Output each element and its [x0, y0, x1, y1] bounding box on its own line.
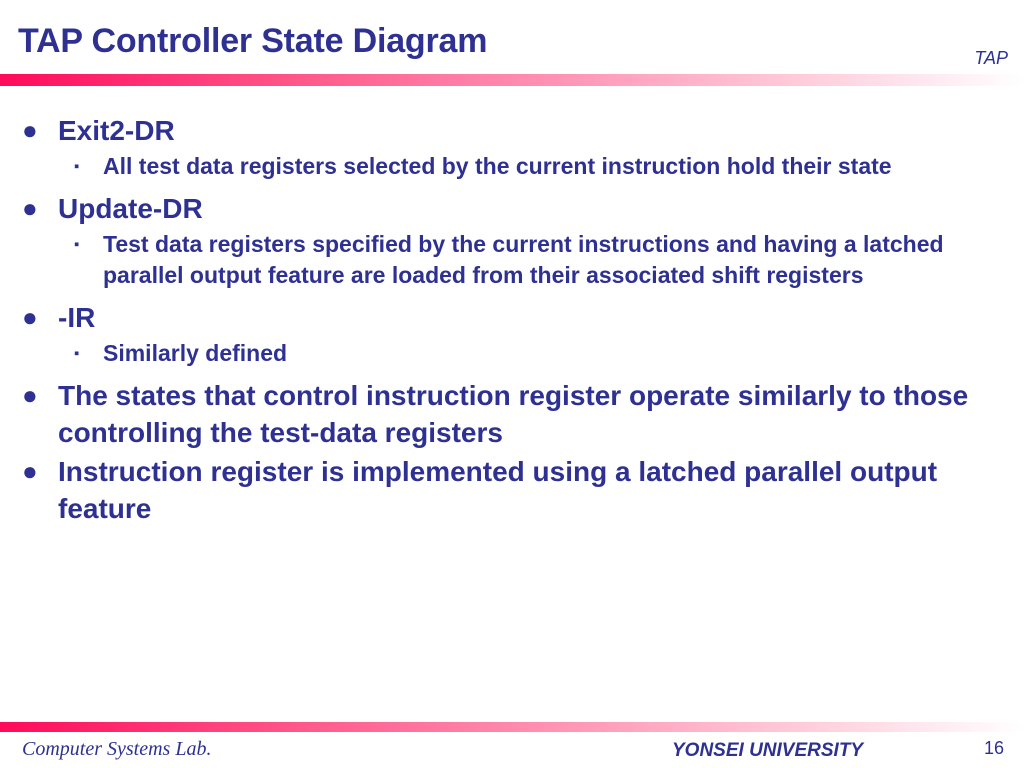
- square-bullet-icon: ▪: [74, 345, 80, 362]
- slide-title: TAP Controller State Diagram: [18, 22, 488, 60]
- bullet-text: -IR: [58, 302, 96, 333]
- sub-bullet-item: [0, 151, 1004, 182]
- bullet-dot-icon: ●: [22, 302, 38, 332]
- square-bullet-icon: ▪: [74, 158, 80, 175]
- bullet-item: [0, 299, 1004, 336]
- section-label: TAP: [974, 48, 1008, 68]
- bullet-dot-icon: ●: [22, 380, 38, 410]
- bullet-dot-icon: ●: [22, 115, 38, 145]
- square-bullet-icon: ▪: [74, 236, 80, 253]
- footer-university: YONSEI UNIVERSITY: [672, 740, 864, 761]
- sub-bullet-text: Test data registers specified by the current instructions and having a latched parallel output feature are loaded from their associated shift registers: [103, 231, 944, 288]
- bullet-text: Instruction register is implemented using a latched parallel output feature: [58, 456, 938, 524]
- header-divider-bar: [0, 74, 1024, 86]
- bullet-text: Exit2-DR: [58, 115, 175, 146]
- page-number: 16: [983, 738, 1004, 758]
- bullet-text: The states that control instruction register operate similarly to those controlling the test-data registers: [58, 380, 969, 448]
- sub-bullet-item: [0, 229, 1004, 291]
- sub-bullet-text: All test data registers selected by the current instruction hold their state: [103, 153, 892, 179]
- bullet-item: [0, 112, 1004, 149]
- sub-bullet-text: Similarly defined: [103, 340, 288, 366]
- bullet-dot-icon: ●: [22, 456, 38, 486]
- footer-divider-bar: [0, 722, 1024, 732]
- bullet-item: [0, 377, 1004, 451]
- bullet-dot-icon: ●: [22, 193, 38, 223]
- bullet-item: [0, 453, 1004, 527]
- bullet-list: [0, 112, 1024, 529]
- sub-bullet-item: [0, 338, 1004, 369]
- bullet-item: [0, 190, 1004, 227]
- bullet-text: Update-DR: [58, 193, 203, 224]
- footer-lab-name: Computer Systems Lab.: [22, 738, 212, 760]
